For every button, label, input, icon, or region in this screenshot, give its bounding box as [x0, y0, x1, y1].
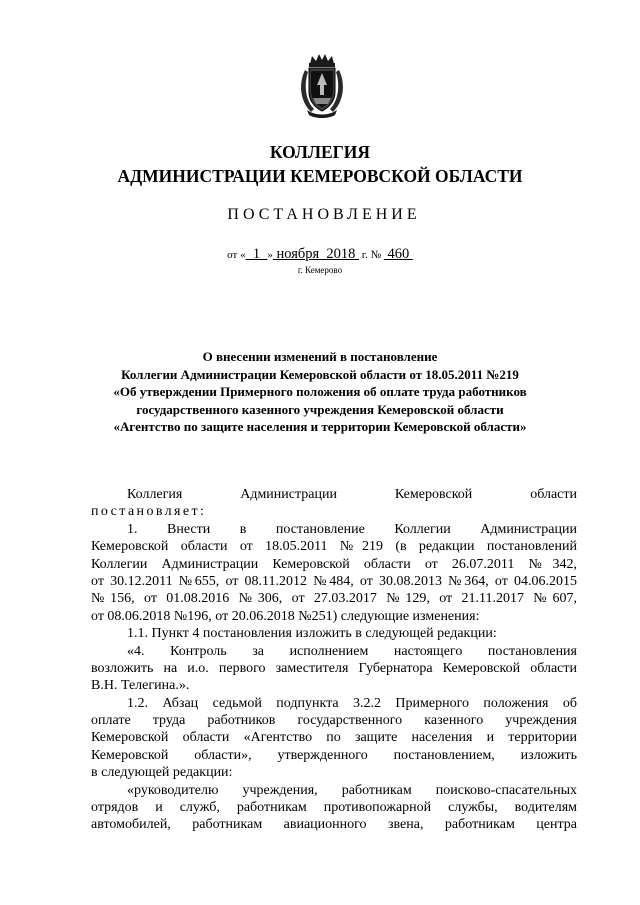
body-line: от 08.06.2018 №196, от 20.06.2018 №251) следующие изменения:	[91, 608, 480, 624]
city: г. Кемерово	[297, 265, 343, 275]
document-type: ПОСТАНОВЛЕНИЕ	[227, 206, 421, 223]
body-line: В.Н. Телегина.».	[91, 678, 190, 694]
body-line: автомобилей, работникам авиационного звена, работникам центра	[91, 817, 577, 833]
date-quote-close: »	[267, 249, 273, 261]
title-line: государственного казенного учреждения Кемеровской области	[136, 401, 504, 417]
title-line: «Агентство по защите населения и территории Кемеровской области»	[113, 419, 527, 435]
document-number: 460	[383, 246, 413, 262]
date-from: от «	[227, 249, 246, 261]
number-label: №	[367, 249, 384, 261]
body-line: 1. Внести в постановление Коллегии Администрации	[127, 521, 577, 537]
body-line: от 30.12.2011 №655, от 08.11.2012 №484, от 30.08.2013 №364, от 04.06.2015	[91, 573, 577, 589]
body-line: отрядов и служб, работникам противопожарной службы, водителям	[91, 800, 577, 816]
date-month-year: ноября 2018	[272, 246, 360, 262]
date-day: 1	[245, 246, 268, 262]
body-line: Кемеровской области «Агентство по защите населения и территории	[91, 730, 577, 746]
title-line: О внесении изменений в постановление	[202, 349, 438, 364]
title-line: «Об утверждении Примерного положения об оплате труда работников	[113, 384, 527, 400]
body-line: оплате труда работников государственного казенного учреждения	[91, 713, 577, 729]
body-line: №156, от 01.08.2016 №306, от 27.03.2017 №129, от 21.11.2017 №607,	[91, 591, 577, 607]
date-year-suffix: г.	[359, 249, 368, 261]
header-collegium: КОЛЛЕГИЯ	[269, 142, 371, 162]
header-administration: АДМИНИСТРАЦИИ КЕМЕРОВСКОЙ ОБЛАСТИ	[117, 166, 523, 186]
document-title	[60, 348, 580, 436]
body-line: постановляет:	[91, 504, 207, 520]
document-body	[91, 486, 577, 834]
title-line: Коллегии Администрации Кемеровской области от 18.05.2011 №219	[121, 366, 519, 382]
body-line: возложить на и.о. первого заместителя Губернатора Кемеровской области	[91, 660, 577, 676]
body-line: Коллегия Администрации Кемеровской области	[127, 487, 577, 502]
body-line: Кемеровской области от 18.05.2011 №219 (в редакции постановлений	[91, 539, 577, 555]
body-line: Кемеровской области», утвержденного постановлением, изложить	[91, 747, 577, 763]
date-line	[0, 246, 640, 263]
body-line: в следующей редакции:	[91, 765, 233, 781]
body-line: «4. Контроль за исполнением настоящего постановления	[127, 643, 577, 659]
body-line: «руководителю учреждения, работникам поисково-спасательных	[127, 782, 577, 798]
coat-of-arms-icon	[297, 52, 347, 120]
body-line: 1.2. Абзац седьмой подпункта 3.2.2 Примерного положения об	[127, 695, 577, 711]
body-line: Коллегии Администрации Кемеровской области от 26.07.2011 №342,	[91, 556, 577, 572]
body-line: 1.1. Пункт 4 постановления изложить в следующей редакции:	[127, 626, 497, 642]
